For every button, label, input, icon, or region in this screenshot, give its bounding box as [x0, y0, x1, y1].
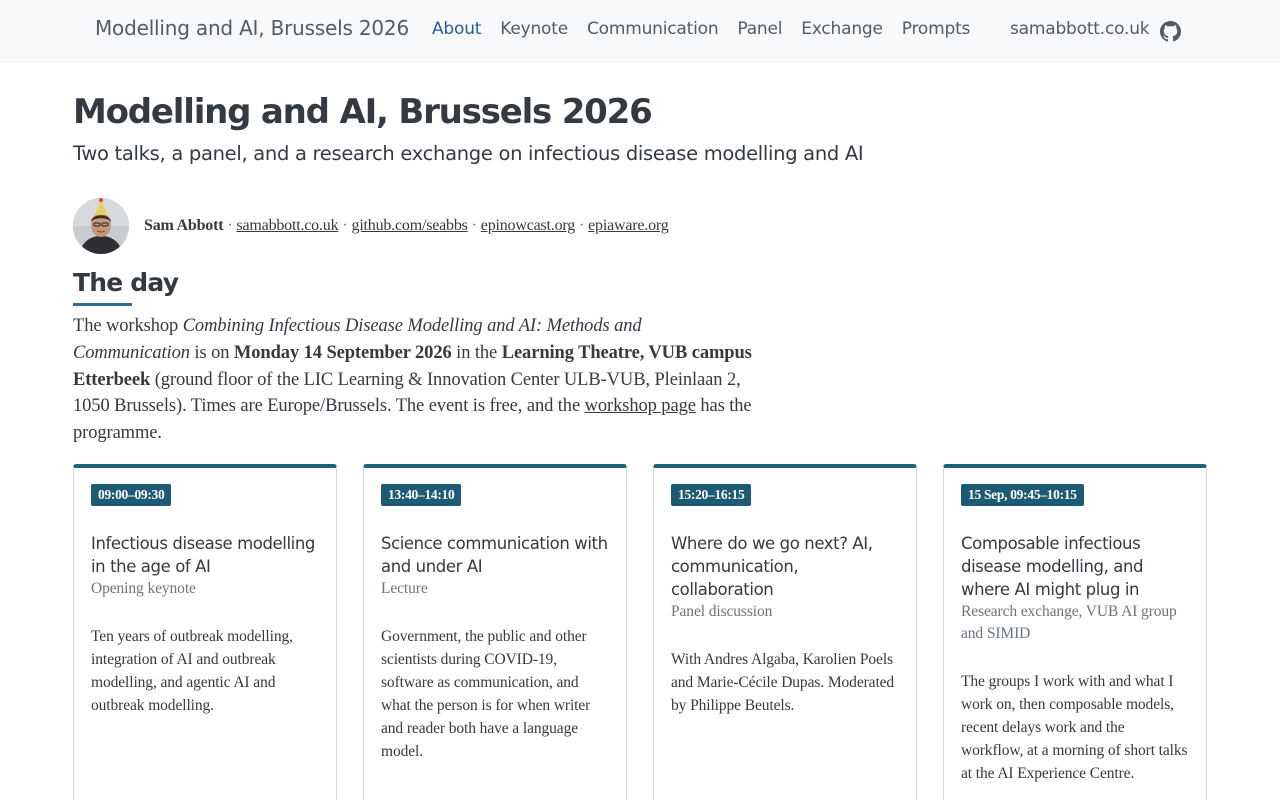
card-title[interactable]: Where do we go next? AI, communication, collaboration [671, 534, 873, 599]
author-link-github[interactable]: github.com/seabbs [351, 217, 468, 234]
card-title[interactable]: Science communication with and under AI [381, 534, 608, 576]
nav-link-prompts[interactable]: Prompts [901, 19, 971, 39]
nav-link-panel[interactable]: Panel [737, 19, 783, 39]
heading-underline [73, 303, 132, 306]
author-avatar [73, 198, 129, 254]
card-type: Panel discussion [671, 603, 773, 620]
event-date: Monday 14 September 2026 [233, 342, 452, 363]
session-card-keynote[interactable] [73, 464, 337, 800]
time-badge: 15:20–16:15 [671, 484, 751, 506]
nav-link-exchange[interactable]: Exchange [801, 19, 883, 39]
session-card-panel[interactable] [653, 464, 917, 800]
separator: · [471, 217, 477, 234]
separator: · [227, 217, 233, 234]
intro-text: is on [189, 342, 234, 363]
author-links [144, 217, 669, 235]
page-title: Modelling and AI, Brussels 2026 [73, 92, 652, 132]
card-title[interactable]: Infectious disease modelling in the age of AI [91, 534, 315, 576]
card-type: Research exchange, VUB AI group and SIMID [961, 603, 1177, 642]
card-title[interactable]: Composable infectious disease modelling, and where AI might plug in [961, 534, 1144, 599]
card-description: Ten years of outbreak modelling, integration of AI and outbreak modelling, and agentic AI and outbreak modelling. [91, 628, 293, 714]
time-badge: 13:40–14:10 [381, 484, 461, 506]
session-card-communication[interactable] [363, 464, 627, 800]
time-badge: 15 Sep, 09:45–10:15 [961, 484, 1084, 506]
card-type: Lecture [381, 580, 428, 597]
github-icon[interactable] [1160, 21, 1181, 42]
time-badge: 09:00–09:30 [91, 484, 171, 506]
nav-link-keynote[interactable]: Keynote [500, 19, 568, 39]
session-card-exchange[interactable] [943, 464, 1207, 800]
nav-links [432, 19, 970, 39]
separator: · [579, 217, 585, 234]
intro-text: has the programme. [73, 396, 752, 444]
author-row [73, 198, 669, 254]
card-description: Government, the public and other scientists during COVID-19, software as communication, and what the person is for when writer and reader both have a language model. [381, 628, 591, 760]
nav-link-communication[interactable]: Communication [587, 19, 719, 39]
top-navbar [0, 0, 1280, 62]
author-link-epinowcast[interactable]: epinowcast.org [480, 217, 576, 234]
card-description: With Andres Algaba, Karolien Poels and Marie-Cécile Dupas. Moderated by Philippe Beutels. [671, 651, 895, 714]
intro-paragraph [73, 313, 753, 447]
author-link-website[interactable]: samabbott.co.uk [236, 217, 339, 234]
nav-link-website[interactable]: samabbott.co.uk [1010, 19, 1150, 39]
section-heading: The day [73, 268, 179, 297]
workshop-page-link[interactable]: workshop page [584, 396, 696, 417]
session-cards [73, 464, 1207, 800]
author-link-epiaware[interactable]: epiaware.org [588, 217, 669, 234]
separator: · [342, 217, 348, 234]
card-type: Opening keynote [91, 580, 196, 597]
workshop-name: Combining Infectious Disease Modelling and AI: Methods and Communication [73, 316, 642, 363]
card-description: The groups I work with and what I work on, then composable models, recent delays work and the workflow, at a morning of short talks at the AI Experience Centre. [961, 673, 1188, 782]
intro-text: (ground floor of the LIC Learning & Innovation Center ULB-VUB, Pleinlaan 2, 1050 Brussels). Times are Europe/Brussels. The event is free, and the [73, 369, 741, 417]
nav-link-about[interactable]: About [432, 19, 482, 39]
site-brand-link[interactable]: Modelling and AI, Brussels 2026 [95, 16, 409, 40]
intro-text: The workshop [73, 316, 183, 336]
intro-text: in the [451, 342, 502, 363]
page-subtitle: Two talks, a panel, and a research exchange on infectious disease modelling and AI [73, 142, 864, 165]
event-venue: Learning Theatre, VUB campus Etterbeek [73, 342, 752, 390]
author-name: Sam Abbott [144, 217, 224, 234]
